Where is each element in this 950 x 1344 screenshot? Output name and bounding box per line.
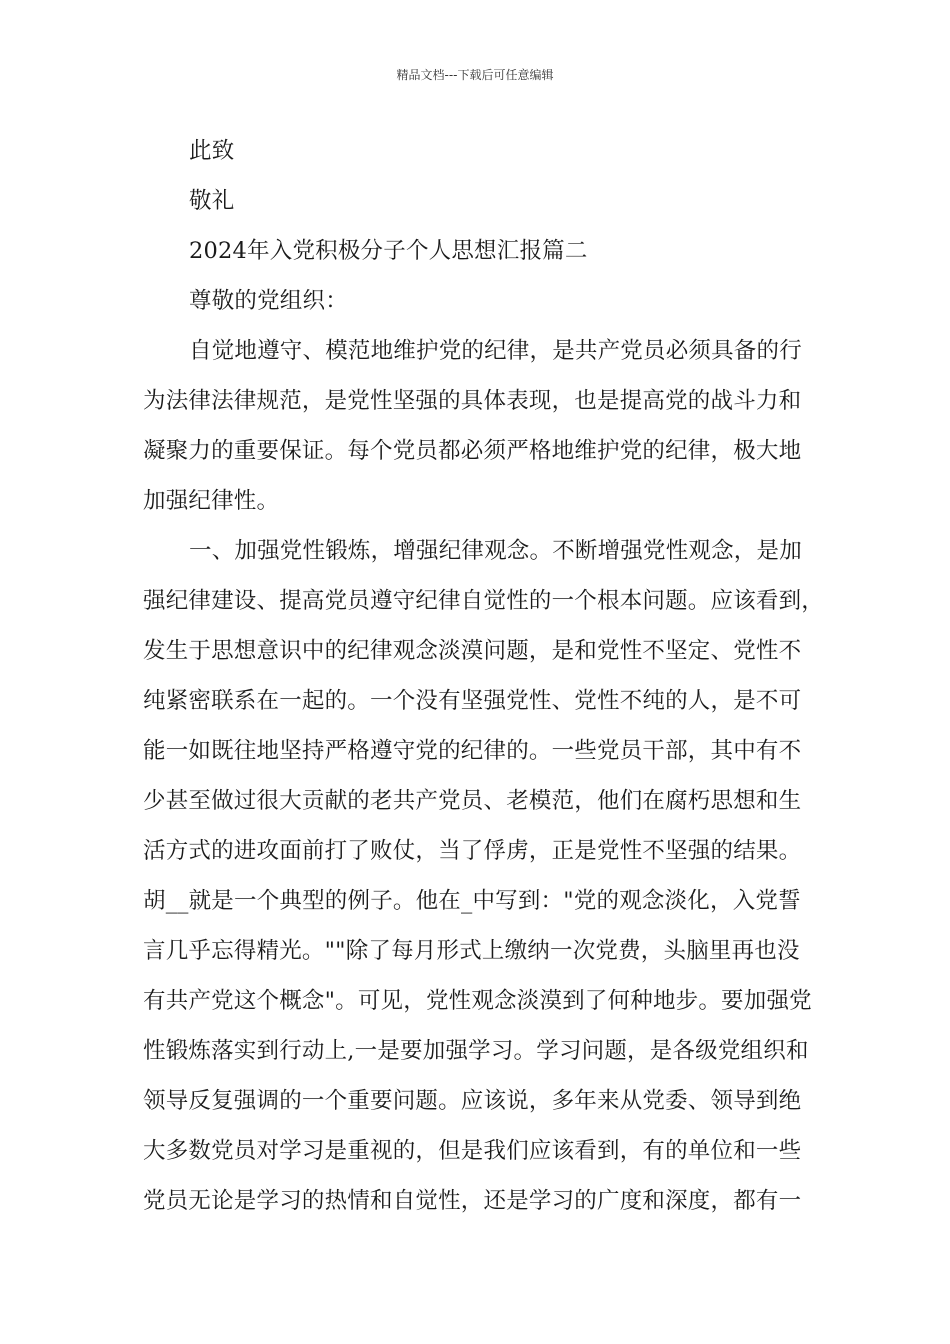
text-line: 少甚至做过很大贡献的老共产党员、老模范，他们在腐朽思想和生 <box>143 788 802 814</box>
text-line: 言几乎忘得精光。""除了每月形式上缴纳一次党费，头脑里再也没 <box>143 938 800 964</box>
text-line: 性锻炼落实到行动上,一是要加强学习。学习问题，是各级党组织和 <box>143 1038 809 1064</box>
text-line: 能一如既往地坚持严格遵守党的纪律的。一些党员干部，其中有不 <box>143 738 802 764</box>
text-line: 胡__就是一个典型的例子。他在_中写到："党的观念淡化，入党誓 <box>143 888 801 914</box>
text-line: 2024年入党积极分子个人思想汇报篇二 <box>189 238 588 264</box>
page-header: 精品文档---下载后可任意编辑 <box>396 68 554 82</box>
text-line: 此致 <box>189 138 235 164</box>
text-line: 党员无论是学习的热情和自觉性，还是学习的广度和深度，都有一 <box>143 1188 802 1214</box>
text-line: 一、加强党性锻炼，增强纪律观念。不断增强党性观念，是加 <box>189 538 802 564</box>
text-line: 尊敬的党组织： <box>189 288 348 314</box>
text-line: 凝聚力的重要保证。每个党员都必须严格地维护党的纪律，极大地 <box>143 438 802 464</box>
text-line: 为法律法律规范，是党性坚强的具体表现，也是提高党的战斗力和 <box>143 388 802 414</box>
text-line: 敬礼 <box>189 188 235 214</box>
text-line: 纯紧密联系在一起的。一个没有坚强党性、党性不纯的人，是不可 <box>143 688 802 714</box>
text-line: 强纪律建设、提高党员遵守纪律自觉性的一个根本问题。应该看到， <box>143 588 825 614</box>
text-line: 自觉地遵守、模范地维护党的纪律，是共产党员必须具备的行 <box>189 338 802 364</box>
text-line: 有共产党这个概念"。可见，党性观念淡漠到了何种地步。要加强党 <box>143 988 812 1014</box>
document-body <box>143 126 823 1226</box>
text-line: 活方式的进攻面前打了败仗，当了俘虏，正是党性不坚强的结果。 <box>143 838 802 864</box>
text-line: 加强纪律性。 <box>143 488 280 514</box>
text-line: 领导反复强调的一个重要问题。应该说，多年来从党委、领导到绝 <box>143 1088 802 1114</box>
text-line: 发生于思想意识中的纪律观念淡漠问题，是和党性不坚定、党性不 <box>143 638 802 664</box>
text-line: 大多数党员对学习是重视的，但是我们应该看到，有的单位和一些 <box>143 1138 802 1164</box>
